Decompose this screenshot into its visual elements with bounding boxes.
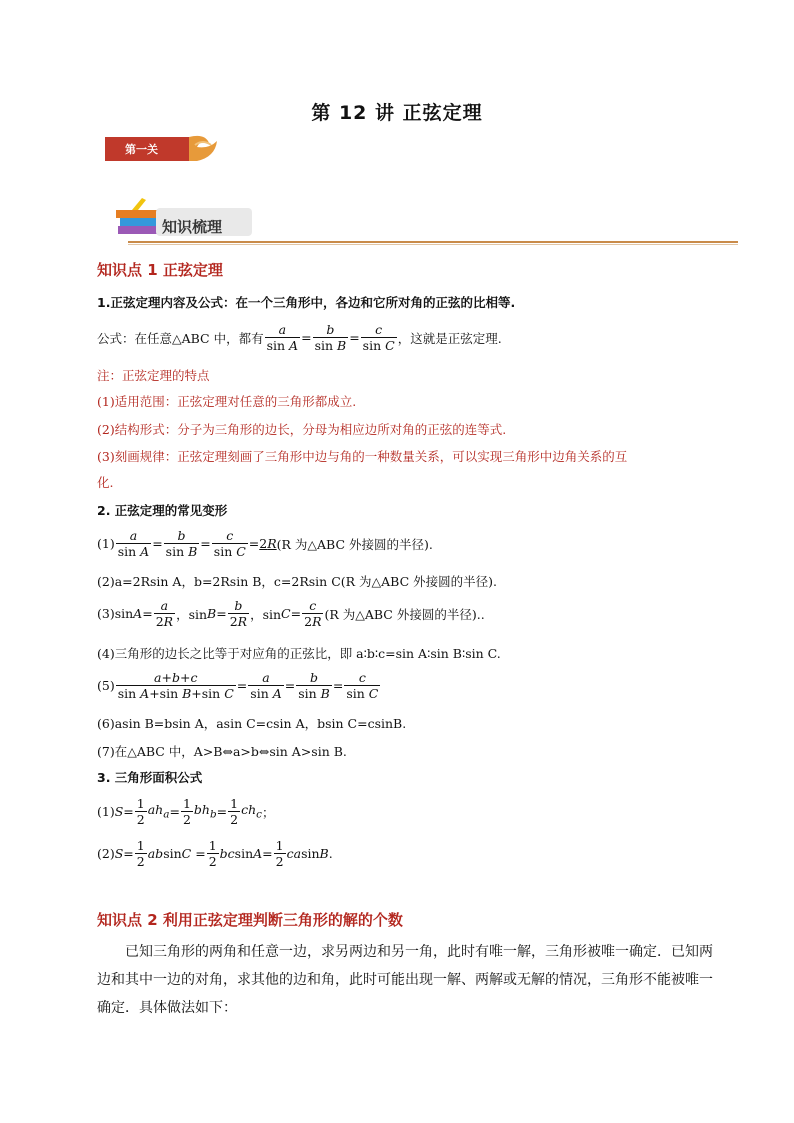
sine-law-formula: 公式：在任意△ABC 中，都有 $\frac{a}{\text{sin A}}$ = $\frac{b}{\text{sin B}}$ = $\frac{c}{\text{sin C}}$ ，这就是正弦定理. (97, 322, 502, 353)
kp2-paragraph: 已知三角形的两角和任意一边，求另两边和另一角，此时有唯一解，三角形被唯一确定．已知两边和其中一边的对角，求其他的边和角，此时可能出现一解、两解或无解的情况，三角形不能被唯一确定．具体做法如下： (97, 944, 713, 1016)
note-title: 注：正弦定理的特点 (97, 368, 210, 383)
kp1-item2: 2. 正弦定理的常见变形 (97, 503, 228, 518)
divider (128, 241, 738, 243)
variant-1: (1) $\frac{a}{\text{sin A}}$ = $\frac{b}{\text{sin B}}$ = $\frac{c}{\text{sin C}}$ = 2R (R 为△ABC 外接圆的半径). (97, 528, 433, 559)
note-2: (2)结构形式：分子为三角形的边长，分母为相应边所对角的正弦的连等式. (97, 422, 507, 437)
variant-2: (2)a=2Rsin A，b=2Rsin B，c=2Rsin C(R 为△ABC 外接圆的半径). (97, 574, 497, 589)
formula-prefix: 公式：在任意△ABC 中，都有 (97, 330, 264, 346)
divider-thin (128, 244, 738, 245)
page-title: 第 12 讲 正弦定理 (311, 102, 483, 124)
variant-5: (5) $\frac{a+b+c}{\text{sin A+sin B+sin C}}$ = $\frac{a}{\text{sin A}}$ = $\frac{b}{\text{sin B}}$ = $\frac{c}{\text{sin C}}$ (97, 670, 379, 701)
level-banner (105, 133, 223, 165)
area-formula-2: (2) S = $\frac{1}{2}$ ab sin C = $\frac{1}{2}$ bc sin A = $\frac{1}{2}$ ca sin B . (97, 838, 333, 869)
variant-6: (6)asin B=bsin A，asin C=csin A，bsin C=csinB. (97, 716, 407, 731)
variant-4: (4)三角形的边长之比等于对应角的正弦比，即 a∶b∶c=sin A∶sin B∶sin C. (97, 646, 501, 661)
variant-1-tail: (R 为△ABC 外接圆的半径). (276, 536, 433, 552)
area-formula-1: (1) S = $\frac{1}{2}$ $ah_a$ = $\frac{1}{2}$ $bh_b$ = $\frac{1}{2}$ $ch_c$ ； (97, 796, 275, 827)
variant-3-tail: (R 为△ABC 外接圆的半径).. (324, 606, 485, 622)
variant-7: (7)在△ABC 中，A>B⇔a>b⇔sin A>sin B. (97, 744, 347, 759)
note-3b: 化. (97, 475, 114, 490)
formula-suffix: ，这就是正弦定理. (397, 330, 502, 346)
note-3a: (3)刻画规律：正弦定理刻画了三角形中边与角的一种数量关系，可以实现三角形中边角关系的互 (97, 449, 628, 464)
section-header: 知识梳理 (162, 218, 223, 236)
kp1-heading: 知识点 1 正弦定理 (97, 261, 223, 279)
kp2-heading: 知识点 2 利用正弦定理判断三角形的解的个数 (97, 911, 403, 929)
banner-label: 第一关 (125, 143, 158, 156)
note-1: (1)适用范围：正弦定理对任意的三角形都成立. (97, 394, 357, 409)
kp1-item1: 1.正弦定理内容及公式：在一个三角形中，各边和它所对角的正弦的比相等. (97, 295, 516, 310)
kp1-item3: 3. 三角形面积公式 (97, 770, 203, 785)
variant-3: (3)sin A = $\frac{a}{2R}$ ，sin B = $\frac{b}{2R}$ ，sin C = $\frac{c}{2R}$ (R 为△ABC 外接圆的半径).. (97, 598, 485, 629)
